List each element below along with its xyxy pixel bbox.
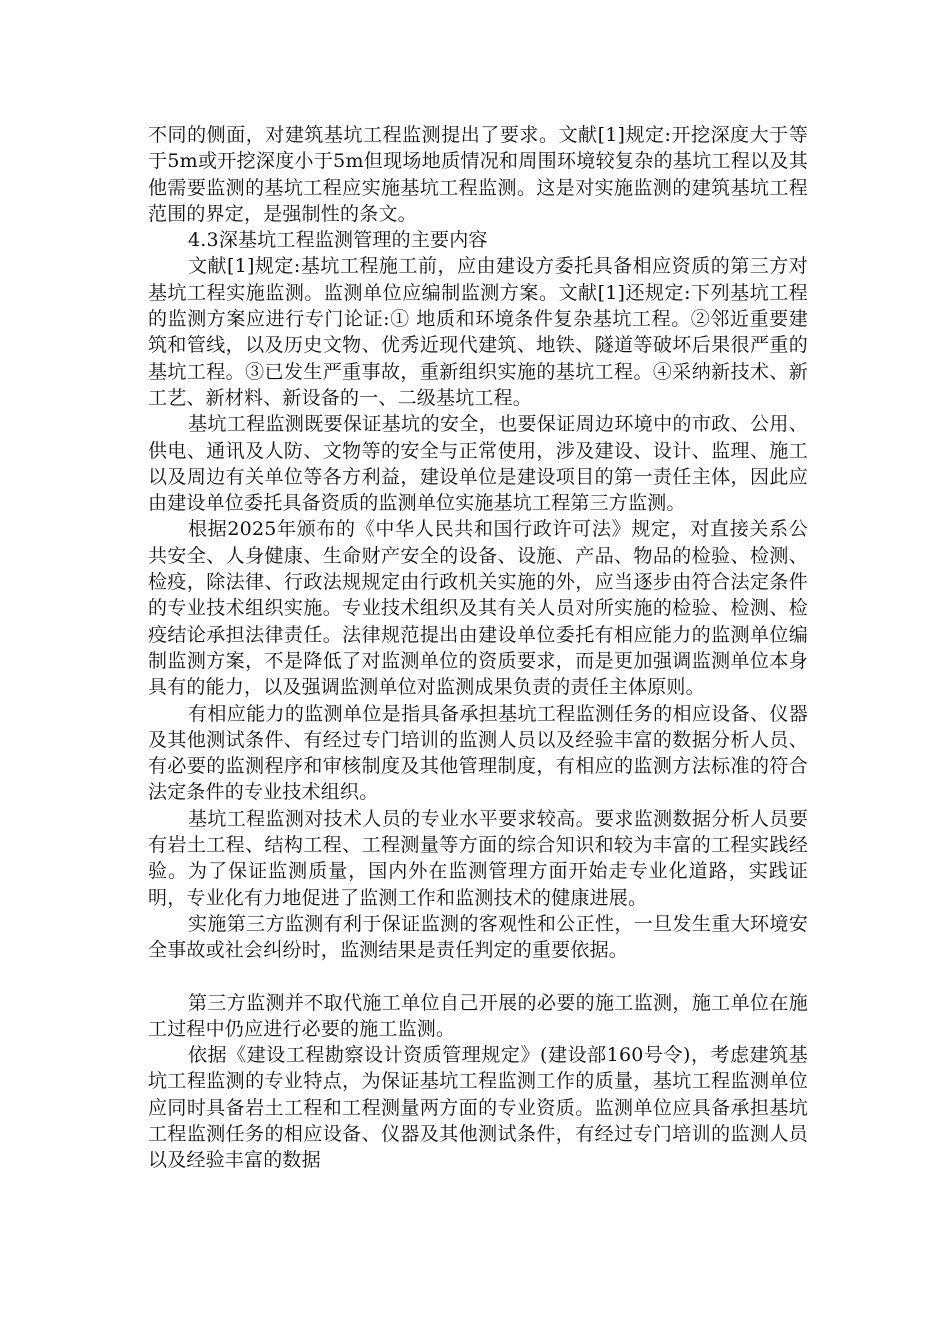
paragraph-scope-definition: 不同的侧面，对建筑基坑工程监测提出了要求。文献[1]规定:开挖深度大于等于5m或开挖深度小于5m但现场地质情况和周围环境较复杂的基坑工程以及其他需要监测的基坑工程应实施基坑工程监测。这是对实施监测的建筑基坑工程范围的界定，是强制性的条文。 — [148, 124, 808, 225]
paragraph-regulation-requirements: 文献[1]规定:基坑工程施工前，应由建设方委托具备相应资质的第三方对基坑工程实施监测。监测单位应编制监测方案。文献[1]还规定:下列基坑工程的监测方案应进行专门论证:① 地质和环境条件复杂基坑工程。②邻近重要建筑和管线，以及历史文物、优秀近现代建筑、地铁、隧道等破坏后果很严重的基坑工程。③已发生严重事故，重新组织实施的基坑工程。④采纳新技术、新工艺、新材料、新设备的一、二级基坑工程。 — [148, 255, 808, 409]
paragraph-qualified-unit: 有相应能力的监测单位是指具备承担基坑工程监测任务的相应设备、仪器及其他测试条件、有经过专门培训的监测人员以及经验丰富的数据分析人员、有必要的监测程序和审核制度及其他管理制度，有相应的监测方法标准的符合法定条件的专业技术组织。 — [148, 702, 808, 804]
paragraph-monitoring-purpose: 基坑工程监测既要保证基坑的安全，也要保证周边环境中的市政、公用、供电、通讯及人防、文物等的安全与正常使用，涉及建设、设计、监理、施工以及周边有关单位等各方利益，建设单位是建设项目的第一责任主体，因此应由建设单位委托具备资质的监测单位实施基坑工程第三方监测。 — [148, 413, 808, 515]
paragraph-spacer — [148, 964, 808, 990]
paragraph-third-party-benefit: 实施第三方监测有利于保证监测的客观性和公正性，一旦发生重大环境安全事故或社会纠纷时，监测结果是责任判定的重要依据。 — [148, 912, 808, 962]
document-body — [148, 122, 808, 1174]
paragraph-technical-staff: 基坑工程监测对技术人员的专业水平要求较高。要求监测数据分析人员要有岩土工程、结构工程、工程测量等方面的综合知识和较为丰富的工程实践经验。为了保证监测质量，国内外在监测管理方面开始走专业化道路，实践证明，专业化有力地促进了监测工作和监测技术的健康进展。 — [148, 807, 808, 909]
paragraph-administrative-license-law: 根据2025年颁布的《中华人民共和国行政许可法》规定，对直接关系公共安全、人身健康、生命财产安全的设备、设施、产品、物品的检验、检测、检疫，除法律、行政法规规定由行政机关实施的外，应当逐步由符合法定条件的专业技术组织实施。专业技术组织及其有关人员对所实施的检验、检测、检疫结论承担法律责任。法律规范提出由建设单位委托有相应能力的监测单位编制监测方案，不是降低了对监测单位的资质要求，而是更加强调监测单位本身具有的能力，以及强调监测单位对监测成果负责的责任主体原则。 — [148, 518, 808, 699]
paragraph-qualification-rules: 依据《建设工程勘察设计资质管理规定》(建设部160号令)，考虑建筑基坑工程监测的专业特点，为保证基坑工程监测工作的质量，基坑工程监测单位应同时具备岩土工程和工程测量两方面的专业资质。监测单位应具备承担基坑工程监测任务的相应设备、仪器及其他测试条件，有经过专门培训的监测人员以及经验丰富的数据 — [148, 1044, 808, 1172]
paragraph-construction-monitoring: 第三方监测并不取代施工单位自己开展的必要的施工监测，施工单位在施工过程中仍应进行必要的施工监测。 — [148, 991, 808, 1040]
section-heading-4-3: 4.3深基坑工程监测管理的主要内容 — [188, 229, 488, 252]
